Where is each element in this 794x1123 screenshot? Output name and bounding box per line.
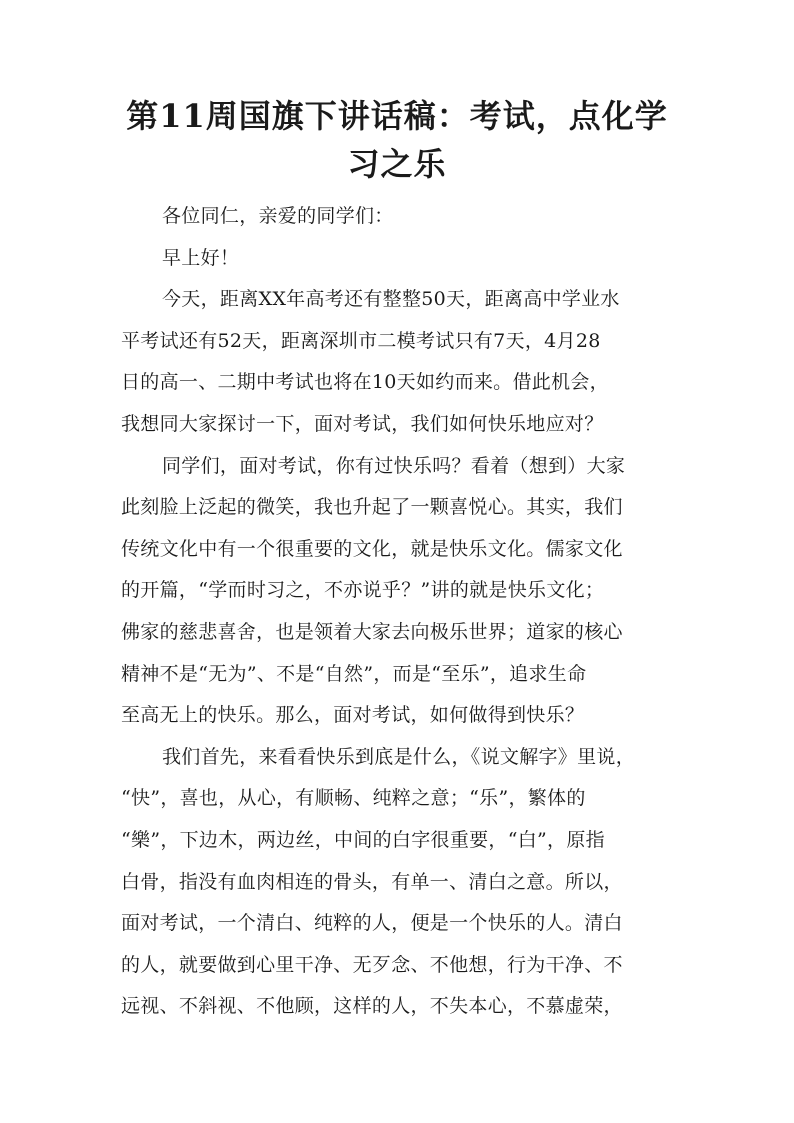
text-line: 传统文化中有一个很重要的文化，就是快乐文化。儒家文化 [121,537,623,560]
text-line: 的人，就要做到心里干净、无歹念、不他想，行为干净、不 [121,953,623,976]
text-line: 日的高一、二期中考试也将在10天如约而来。借此机会， [121,371,609,394]
text-line: 早上好！ [162,246,240,269]
text-line: 各位同仁，亲爱的同学们： [162,205,394,227]
text-line: “快”，喜也，从心，有顺畅、纯粹之意；“乐”，繁体的 [121,787,586,810]
text-line: 佛家的慈悲喜舍，也是领着大家去向极乐世界；道家的核心 [121,620,623,643]
text-line: 精神不是“无为”、不是“自然”，而是“至乐”，追求生命 [121,662,587,685]
text-line: 我想同大家探讨一下，面对考试，我们如何快乐地应对？ [121,412,604,435]
text-line: 的开篇，“学而时习之，不亦说乎？”讲的就是快乐文化； [121,579,605,602]
text-line: 平考试还有52天，距离深圳市二模考试只有7天，4月28 [121,329,601,352]
text-line: 白骨，指没有血肉相连的骨头，有单一、清白之意。所以， [121,870,623,893]
text-line: “樂”，下边木，两边丝，中间的白字很重要，“白”，原指 [121,828,605,851]
text-line: 远视、不斜视、不他顾，这样的人，不失本心，不慕虚荣， [121,995,623,1018]
text-line: 至高无上的快乐。那么，面对考试，如何做得到快乐？ [121,704,585,727]
page-title: 第11周国旗下讲话稿：考试，点化学习之乐 [126,97,668,183]
text-line: 我们首先，来看看快乐到底是什么，《说文解字》里说， [162,745,636,768]
text-line: 今天，距离XX年高考还有整整50天，距离高中学业水 [162,288,620,311]
body-text [121,196,681,1028]
text-line: 同学们，面对考试，你有过快乐吗？看着（想到）大家 [162,454,626,477]
text-line: 此刻脸上泛起的微笑，我也升起了一颗喜悦心。其实，我们 [121,496,623,519]
text-line: 面对考试，一个清白、纯粹的人，便是一个快乐的人。清白 [121,912,623,935]
